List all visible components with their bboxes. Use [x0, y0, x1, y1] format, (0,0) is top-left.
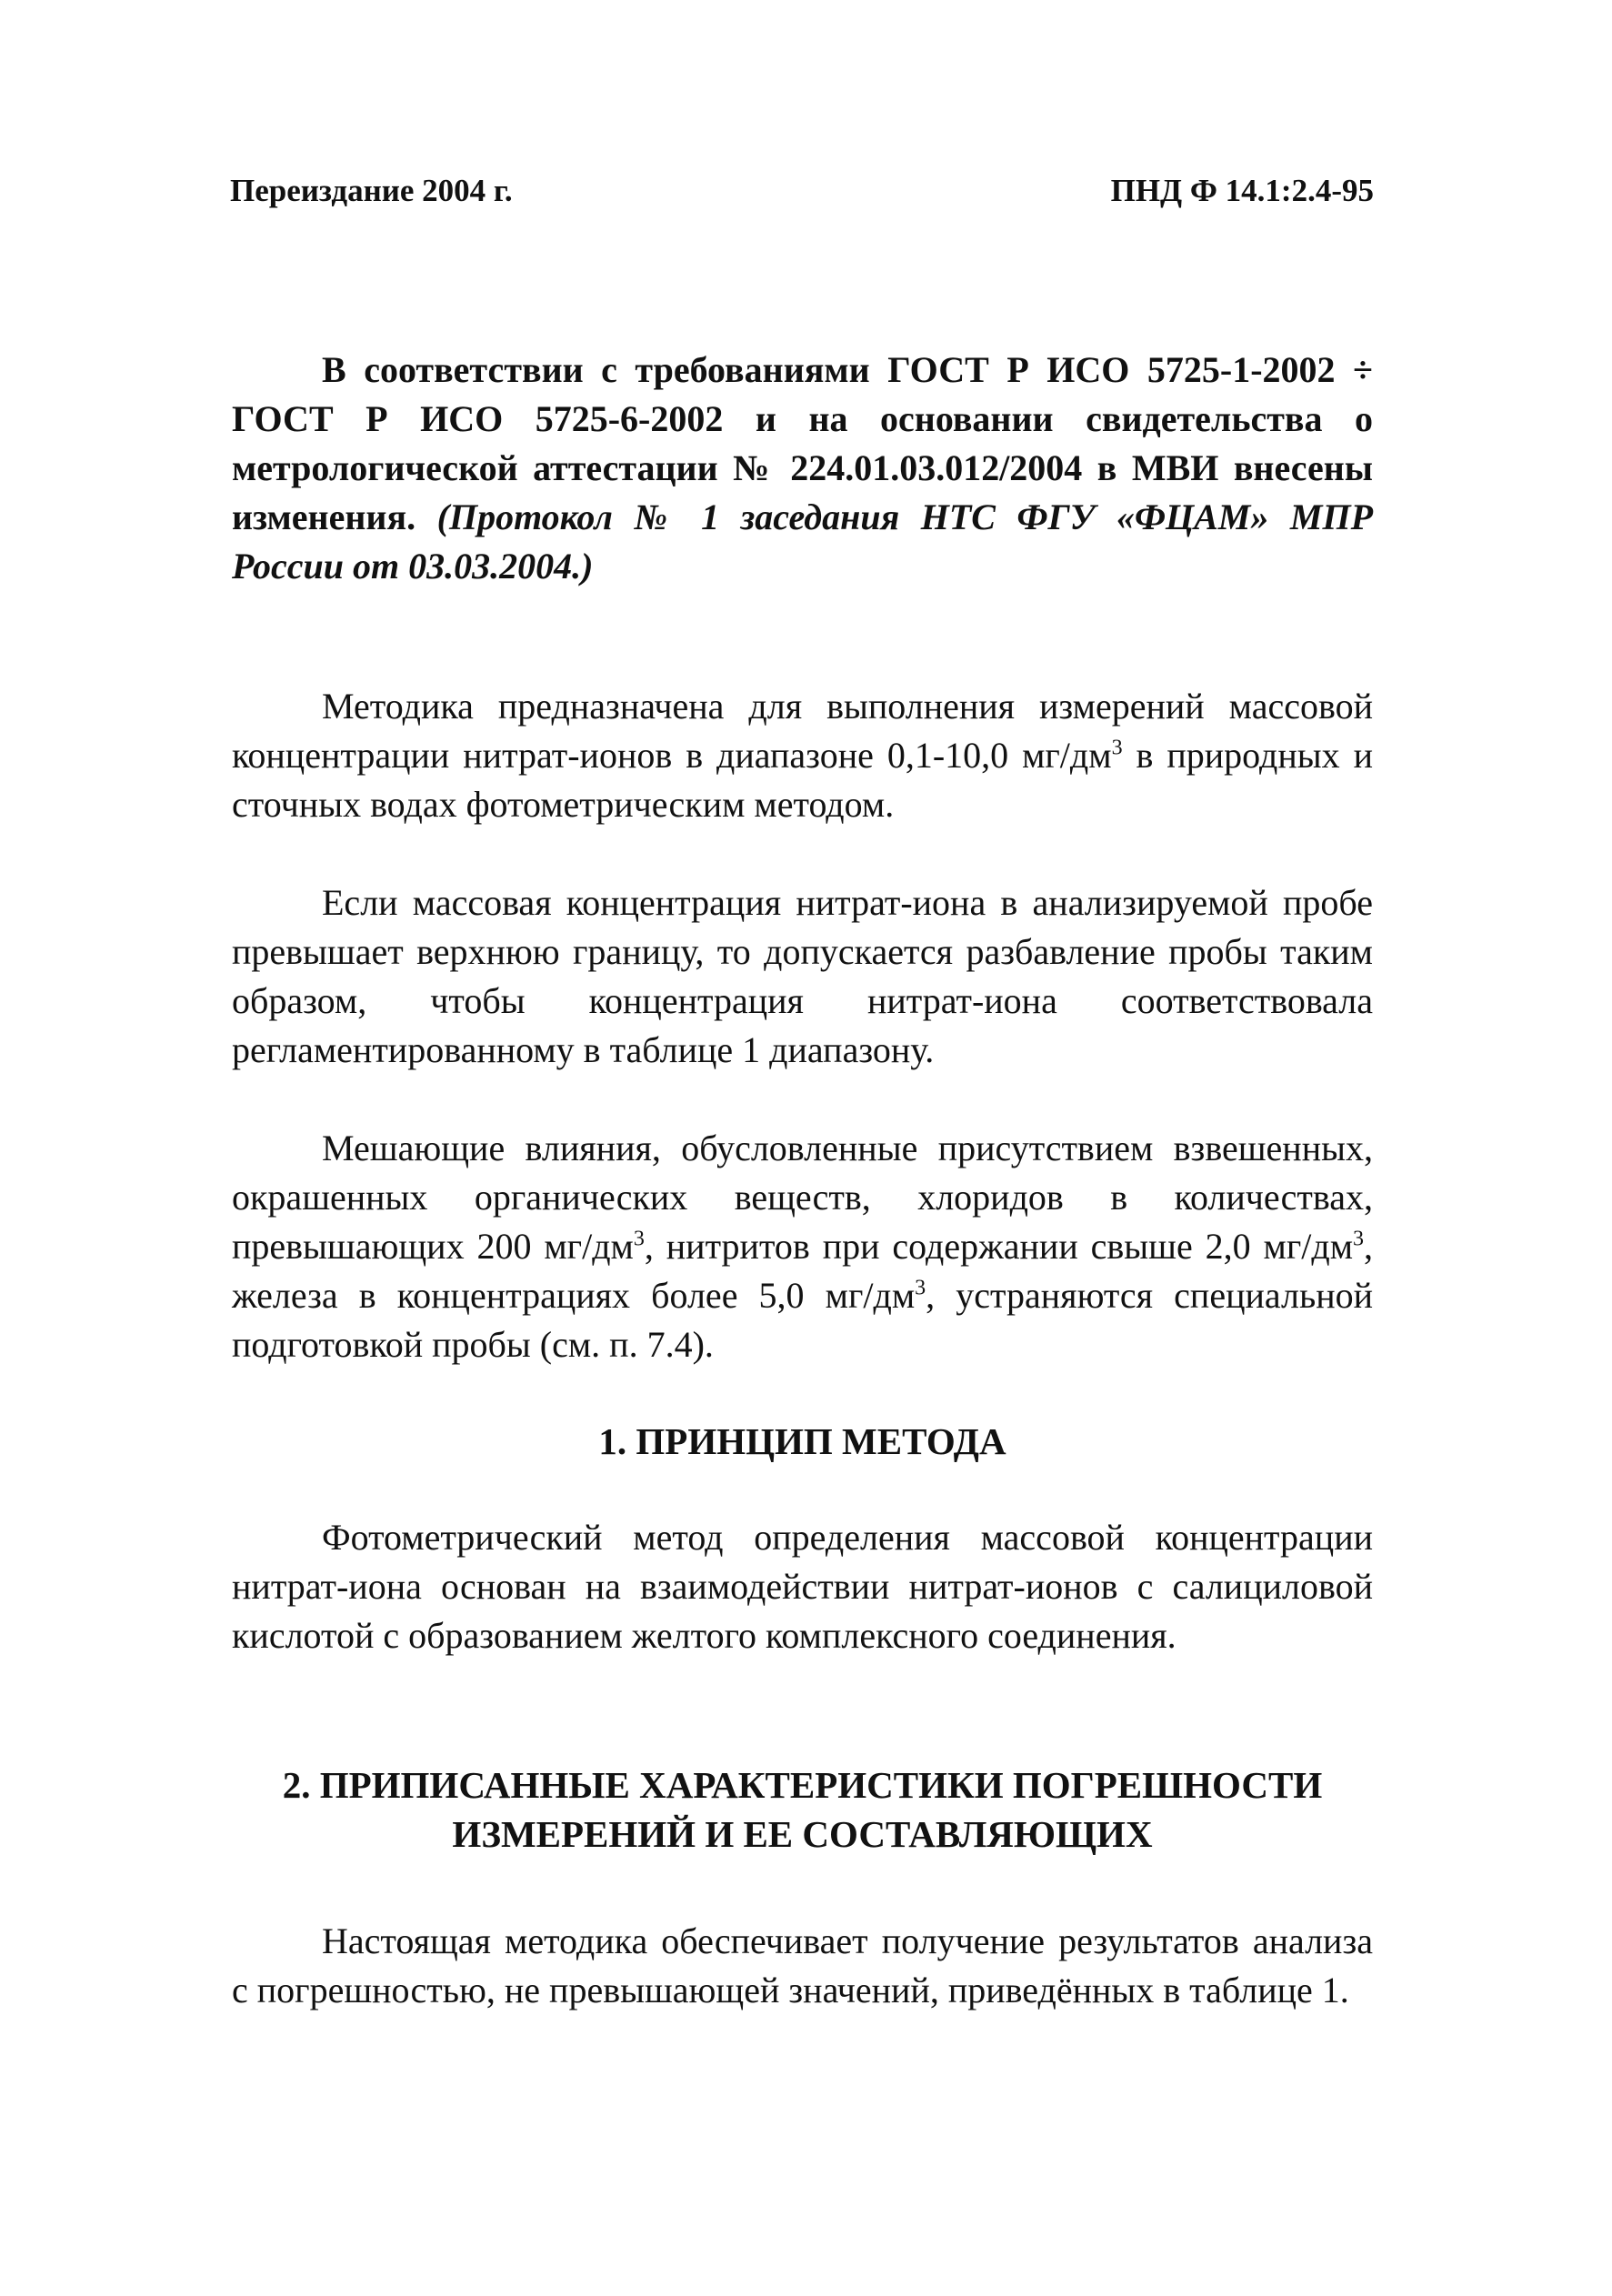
interference-superscript-1: 3 [633, 1227, 645, 1251]
section-2-heading [232, 1760, 1373, 1859]
document-code: ПНД Ф 14.1:2.4-95 [1110, 173, 1374, 208]
interference-text-a: Мешающие влияния, обусловленные присутствием взвешенных, окрашенных органических веществ, хлоридов в количествах, превышающих 200 мг/дм [232, 1128, 1373, 1267]
amendment-notice [232, 346, 1373, 591]
page-header [230, 173, 1374, 209]
scope-text-a: Методика предназначена для выполнения измерений массовой концентрации нитрат-ионов в диапазоне 0,1-10,0 мг/дм [232, 686, 1373, 776]
intro-paragraph-scope [232, 682, 1373, 829]
section-1-text: Фотометрический метод определения массовой концентрации нитрат-иона основан на взаимодействии нитрат-ионов с салициловой кислотой с образованием желтого комплексного соединения. [232, 1517, 1373, 1656]
protocol-reference: (Протокол № 1 заседания НТС ФГУ «ФЦАМ» МПР России от 03.03.2004.) [232, 496, 1374, 587]
section-2-text: Настоящая методика обеспечивает получение результатов анализа с погрешностью, не превышающей значений, приведённых в таблице 1. [232, 1920, 1373, 2010]
interference-superscript-2: 3 [1353, 1227, 1364, 1251]
interference-text-d: , устраняются специальной подготовкой пробы (см. п. 7.4). [232, 1275, 1374, 1365]
scope-text-b: в природных и сточных водах фотометрическим методом. [232, 735, 1373, 825]
reissue-label: Переиздание 2004 г. [230, 173, 513, 208]
section-1-heading: 1. ПРИНЦИП МЕТОДА [598, 1420, 1006, 1462]
document-page [232, 173, 1373, 2015]
intro-paragraph-dilution: Если массовая концентрация нитрат-иона в анализируемой пробе превышает верхнюю границу, то допускается разбавление пробы таким образом, чтобы концентрация нитрат-иона соответствовала регламентированному в таблице 1 диапазону. [232, 882, 1373, 1070]
amendment-text: В соответствии с требованиями ГОСТ Р ИСО 5725-1-2002 ÷ ГОСТ Р ИСО 5725-6-2002 и на основании свидетельства о метрологической аттестации № 224.01.03.012/2004 в МВИ внесены изменения. [232, 349, 1373, 537]
section-2-heading-line-1: 2. ПРИПИСАННЫЕ ХАРАКТЕРИСТИКИ ПОГРЕШНОСТИ [282, 1764, 1323, 1806]
interference-superscript-3: 3 [915, 1276, 926, 1300]
interference-text-b: , нитритов при содержании свыше 2,0 мг/дм [644, 1226, 1353, 1267]
intro-paragraph-interference [232, 1124, 1373, 1369]
section-2-heading-line-2: ИЗМЕРЕНИЙ И ЕЕ СОСТАВЛЯЮЩИХ [452, 1813, 1153, 1855]
scope-superscript: 3 [1111, 736, 1123, 760]
interference-text-c: , железа в концентрациях более 5,0 мг/дм [232, 1226, 1373, 1316]
